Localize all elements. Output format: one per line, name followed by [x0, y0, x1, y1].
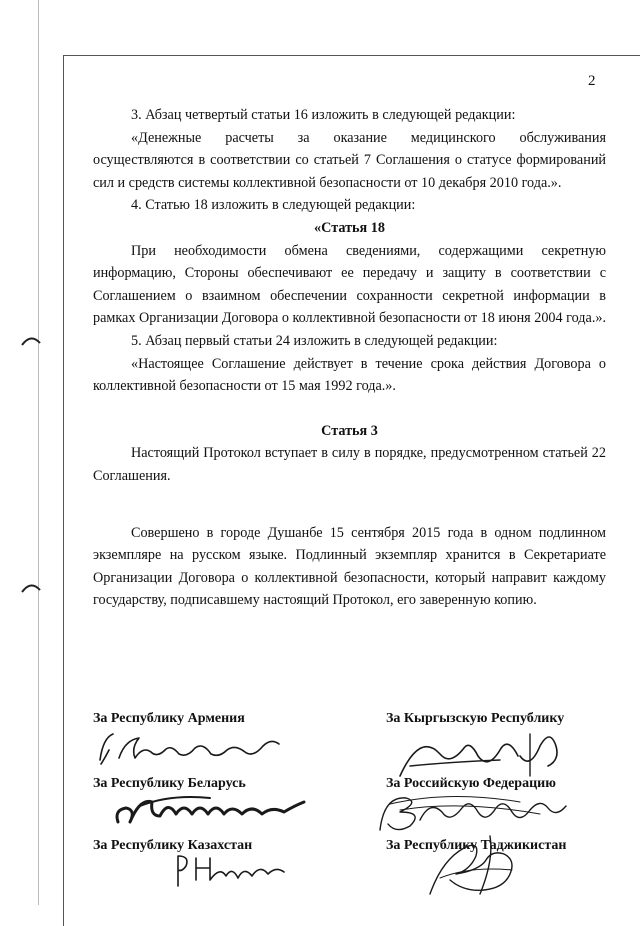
- signatory-tajikistan: За Республику Таджикистан: [386, 838, 567, 853]
- signature-kazakhstan: [170, 850, 290, 890]
- page-number: 2: [588, 73, 596, 89]
- punch-hole-mark: [20, 580, 42, 594]
- paragraph-amendment-4: 4. Статью 18 изложить в следующей редакции:: [131, 197, 416, 214]
- document-body: [93, 104, 606, 612]
- signatory-belarus: За Республику Беларусь: [93, 776, 246, 791]
- signatory-kazakhstan: За Республику Казахстан: [93, 838, 253, 853]
- signature-belarus: [110, 792, 310, 828]
- heading-article-18: «Статья 18: [314, 219, 385, 236]
- paragraph-article-18-text: При необходимости обмена сведениями, содержащими секретную информацию, Стороны обеспечивают ее передачу и защиту в соответствии с Соглашением о взаимном обеспечении сохранности секретной информации в рамках Организации Договора о коллективной безопасности от 18 июня 2004 года.».: [93, 242, 607, 327]
- signature-armenia: [95, 728, 285, 770]
- signature-tajikistan: [420, 830, 530, 900]
- paragraph-amendment-3: 3. Абзац четвертый статьи 16 изложить в следующей редакции:: [131, 107, 516, 123]
- signatory-armenia: За Республику Армения: [93, 711, 245, 726]
- paragraph-quote-article-24: «Настоящее Соглашение действует в течение срока действия Договора о коллективной безопасности от 15 мая 1992 года.».: [93, 355, 606, 395]
- paragraph-entry-into-force: Настоящий Протокол вступает в силу в порядке, предусмотренном статьей 22 Соглашения.: [93, 445, 606, 484]
- page-edge-line: [38, 0, 39, 905]
- heading-article-3: Статья 3: [321, 422, 378, 439]
- punch-hole-mark: [20, 333, 42, 347]
- signature-russia: [370, 790, 590, 834]
- signature-kyrgyzstan: [380, 726, 580, 782]
- paragraph-quote-article-16: «Денежные расчеты за оказание медицинского обслуживания осуществляются в соответствии со статьей 7 Соглашения о статусе формирований сил и средств системы коллективной безопасности от 10 декабря 2010 года.».: [93, 129, 606, 191]
- paragraph-done-at: Совершено в городе Душанбе 15 сентября 2015 года в одном подлинном экземпляре на русском языке. Подлинный экземпляр хранится в Секретариате Организации Договора о коллективной безопасности, который направит каждому государству, подписавшему настоящий Протокол, его заверенную копию.: [93, 524, 606, 609]
- signatory-kyrgyzstan: За Кыргызскую Республику: [386, 711, 565, 726]
- paragraph-amendment-5: 5. Абзац первый статьи 24 изложить в следующей редакции:: [131, 332, 498, 349]
- signatory-russia: За Российскую Федерацию: [386, 776, 556, 791]
